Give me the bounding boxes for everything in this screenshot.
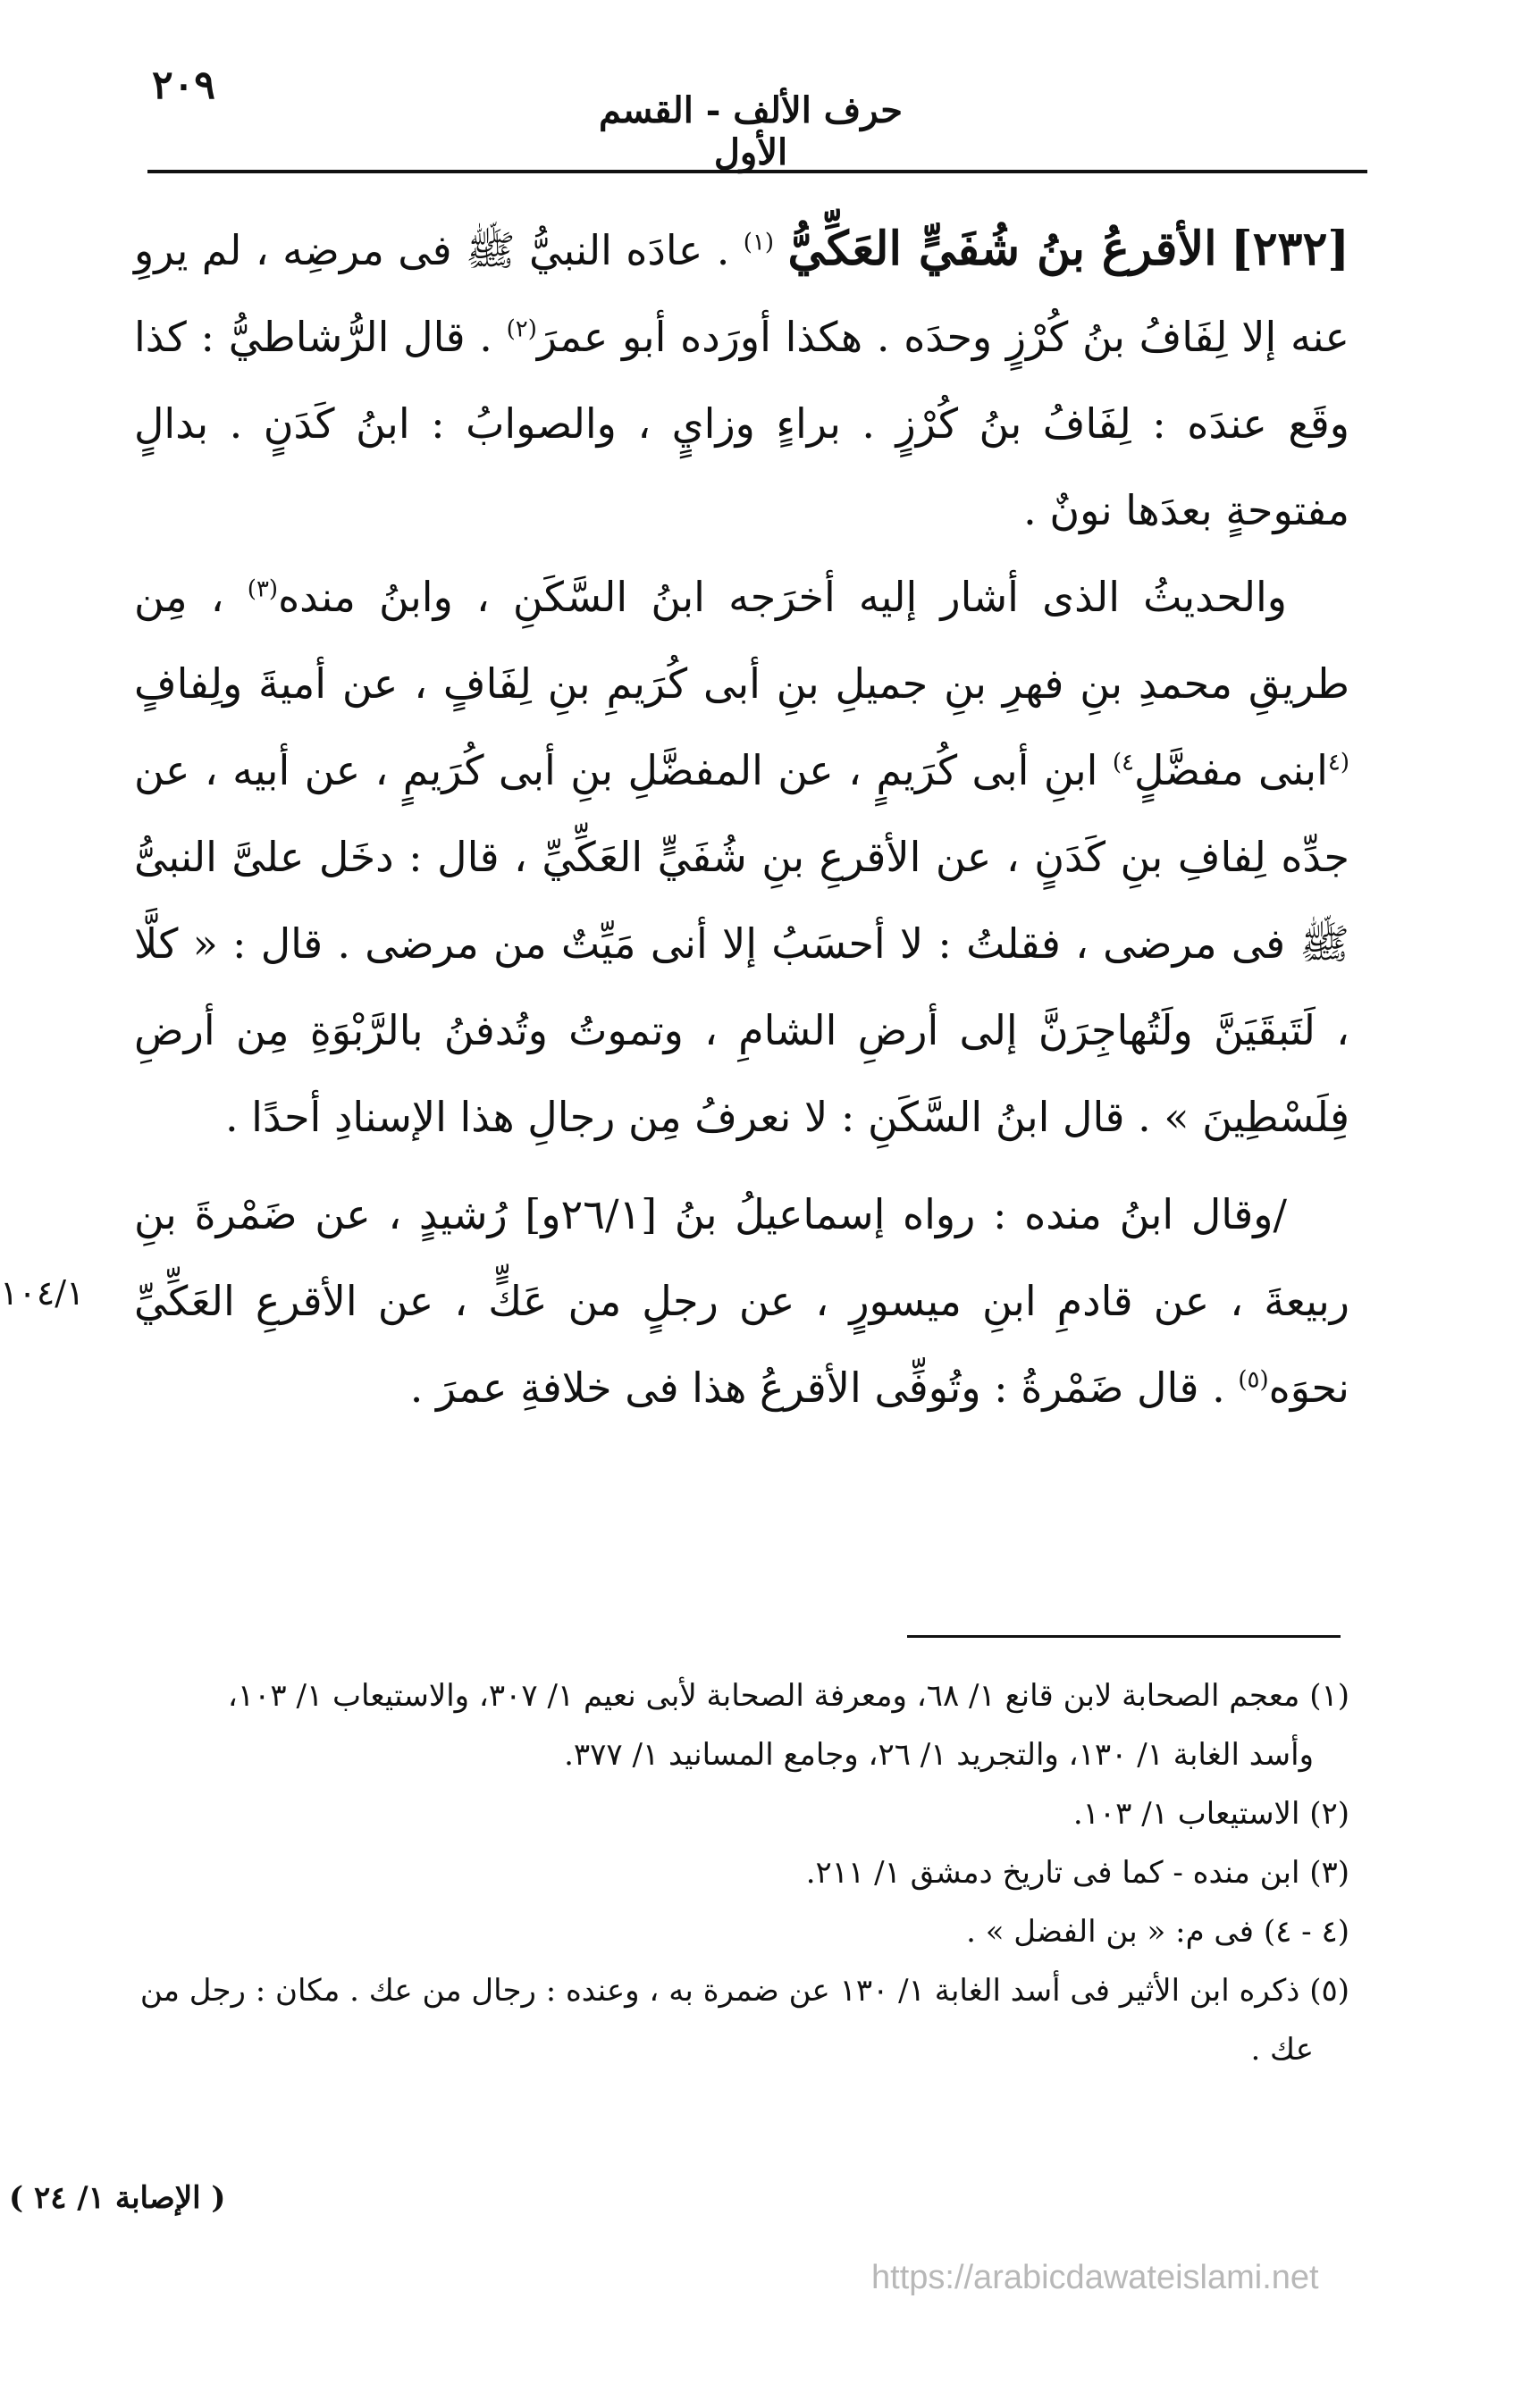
paragraph-text: ابنِ أبى كُرَيمٍ ، عن المفضَّلِ بنِ أبى كُرَيمٍ ، عن أبيه ، عن جدِّه لِفافِ بنِ كَدَنٍ ، عن الأقرعِ بنِ شُفَيٍّ العَكِّيِّ ، قال : دخَل علىَّ النبىُّ ﷺ فى مرضى ، فقلتُ : لا أحسَبُ إلا أنى مَيِّتٌ من مرضى . قال : « كلَّا ، لَتَبقَيَنَّ ولَتُهاجِرَنَّ إلى أرضِ الشامِ ، وتموتُ وتُدفنُ بالرَّبْوَةِ مِن أرضِ فِلَسْطِينَ » . قال ابنُ السَّكَنِ : لا نعرفُ مِن رجالِ هذا الإسنادِ أحدًا . xyxy=(134,746,1349,1141)
footnote-3: (٣) ابن منده - كما فى تاريخ دمشق ١/ ٢١١. xyxy=(805,1855,1349,1891)
page-number: ٢٠٩ xyxy=(152,63,215,108)
source-reference: ( الإصابة ١/ ٢٤ ) xyxy=(9,2180,226,2216)
narration-paragraph xyxy=(134,1171,1349,1431)
main-text xyxy=(134,206,1349,1431)
paragraph-text: ، مِن طريقِ محمدِ بنِ فهرِ بنِ جميلِ بنِ أبى كُرَيمِ بنِ لِفَافٍ ، عن أميةَ ولِفافٍ xyxy=(134,573,1349,708)
footnote-marker: (٢) xyxy=(506,315,537,343)
footnote-marker: (٥) xyxy=(1238,1366,1269,1394)
entry-text: . عادَه النبيُّ ﷺ فى مرضِه ، لم يروِ عنه إلا لِفَافُ بنُ كُرْزٍ وحدَه . هكذا أورَده أبو عمرَ xyxy=(134,226,1349,361)
watermark-url: https://arabicdawateislami.net xyxy=(871,2259,1319,2296)
footnotes xyxy=(125,1666,1349,2079)
footnote-5-continued: عك . xyxy=(1250,2032,1314,2068)
hadith-paragraph xyxy=(134,554,1349,1161)
paragraph-text: . قال ضَمْرةُ : وتُوفِّى الأقرعُ هذا فى خلافةِ عمرَ . xyxy=(409,1363,1239,1412)
footnote-rule xyxy=(907,1635,1341,1638)
footnote-2: (٢) الاستيعاب ١/ ١٠٣. xyxy=(1072,1796,1349,1832)
entry-text: . قال الرُّشاطيُّ : كذا وقَع عندَه : لِفَافُ بنُ كُرْزٍ . براءٍ وزايٍ ، والصوابُ : ابنُ كَدَنٍ . بدالٍ مفتوحةٍ بعدَها نونٌ . xyxy=(134,313,1349,534)
paragraph-text: ابنى مفضَّلٍ xyxy=(1134,746,1328,794)
footnote-marker: (٤ xyxy=(1327,749,1349,776)
margin-page-reference: ١٠٤/١ xyxy=(0,1273,85,1313)
footnote-1: (١) معجم الصحابة لابن قانع ١/ ٦٨، ومعرفة الصحابة لأبى نعيم ١/ ٣٠٧، والاستيعاب ١/ ١٠٣، xyxy=(227,1678,1349,1714)
entry-name: الأقرعُ بنُ شُفَيٍّ العَكِّيُّ xyxy=(787,222,1217,276)
paragraph-text: /وقال ابنُ منده : رواه إسماعيلُ بنُ [٢٦/١و] رُشيدٍ ، عن ضَمْرةَ بنِ ربيعةَ ، عن قادمِ ابنِ ميسورٍ ، عن رجلٍ من عَكٍّ ، عن الأقرعِ العَكِّيِّ نحوَه xyxy=(134,1190,1349,1412)
entry-paragraph xyxy=(134,206,1349,554)
footnote-marker: (٣) xyxy=(247,575,279,603)
paragraph-text: والحديثُ الذى أشار إليه أخرَجه ابنُ السَّكَنِ ، وابنُ منده xyxy=(278,573,1287,621)
running-title: حرف الألف - القسم الأول xyxy=(599,89,903,173)
footnote-marker: ٤) xyxy=(1112,749,1134,776)
footnote-marker: (١) xyxy=(743,229,775,256)
footnote-5: (٥) ذكره ابن الأثير فى أسد الغابة ١/ ١٣٠ عن ضمرة به ، وعنده : رجال من عك . مكان : رجل من xyxy=(139,1973,1349,2009)
header-rule xyxy=(147,170,1367,173)
footnote-1-continued: وأسد الغابة ١/ ١٣٠، والتجريد ١/ ٢٦، وجامع المسانيد ١/ ٣٧٧. xyxy=(564,1737,1314,1773)
entry-number: [٢٣٢] xyxy=(1231,222,1350,276)
footnote-4: (٤ - ٤) فى م: « بن الفضل » . xyxy=(966,1914,1349,1950)
